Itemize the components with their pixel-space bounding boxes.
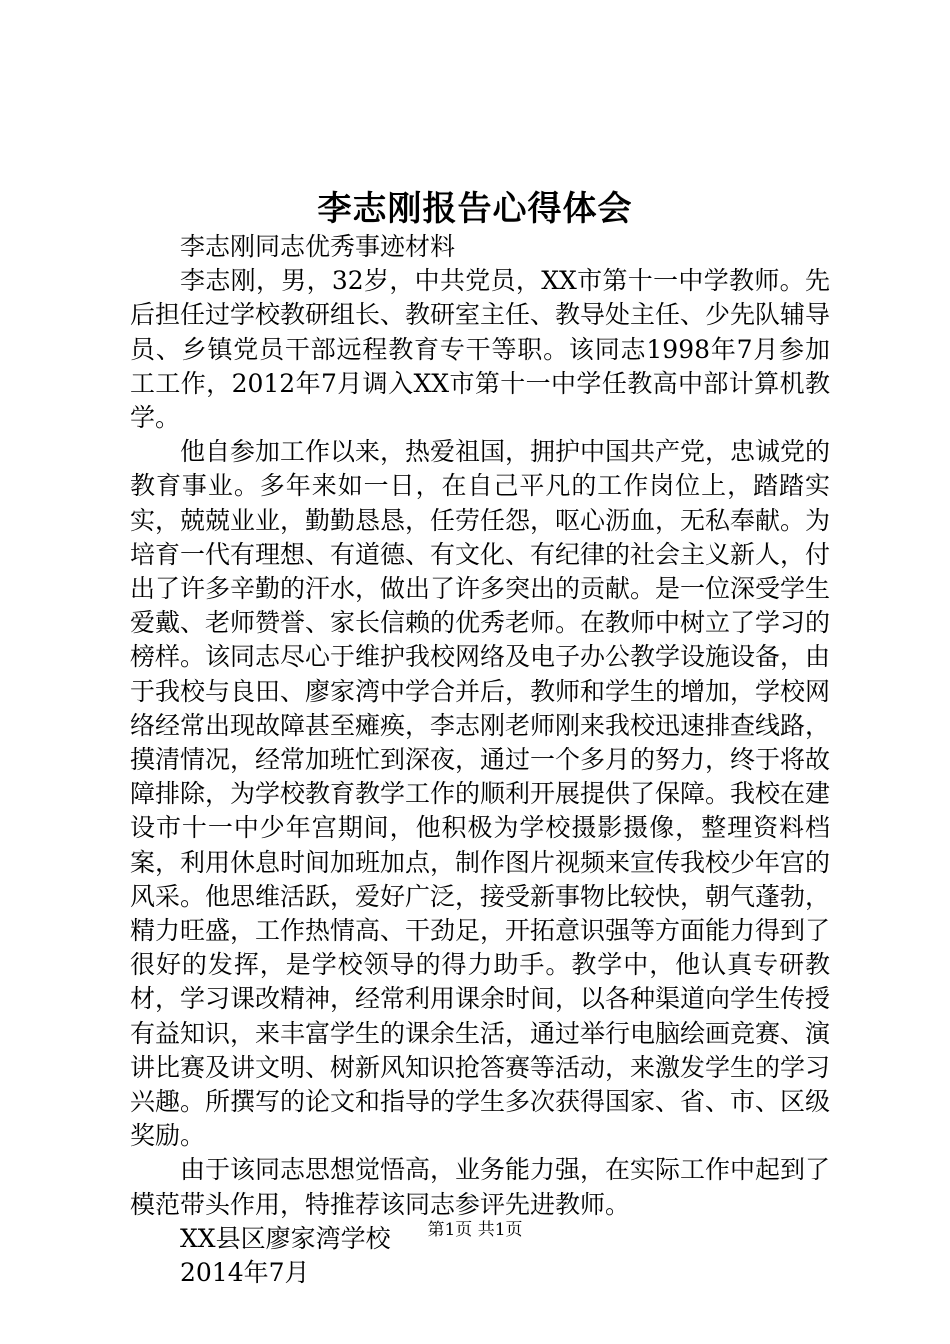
document-subtitle: 李志刚同志优秀事迹材料	[180, 232, 456, 261]
paragraph-achievements: 他自参加工作以来，热爱祖国，拥护中国共产党，忠诚党的教育事业。多年来如一日，在自己平凡的工作岗位上，踏踏实实，兢兢业业，勤勤恳恳，任劳任怨，呕心沥血，无私奉献。为培育一代有理想、有道德、有文化、有纪律的社会主义新人，付出了许多辛勤的汗水，做出了许多突出的贡献。是一位深受学生爱戴、老师赞誉、家长信赖的优秀老师。在教师中树立了学习的榜样。该同志尽心于维护我校网络及电子办公教学设施设备，由于我校与良田、廖家湾中学合并后，教师和学生的增加，学校网络经常出现故障甚至瘫痪，李志刚老师刚来我校迅速排查线路，摸清情况，经常加班忙到深夜，通过一个多月的努力，终于将故障排除，为学校教育教学工作的顺利开展提供了保障。我校在建设市十一中少年宫期间，他积极为学校摄影摄像，整理资料档案，利用休息时间加班加点，制作图片视频来宣传我校少年宫的风采。他思维活跃，爱好广泛，接受新事物比较快，朝气蓬勃，精力旺盛，工作热情高、干劲足，开拓意识强等方面能力得到了很好的发挥，是学校领导的得力助手。教学中，他认真专研教材，学习课改精神，经常利用课余时间，以各种渠道向学生传授有益知识，来丰富学生的课余生活，通过举行电脑绘画竞赛、演讲比赛及讲文明、树新风知识抢答赛等活动，来激发学生的学习兴趣。所撰写的论文和指导的学生多次获得国家、省、市、区级奖励。	[130, 437, 831, 1151]
signature-org: XX县区廖家湾学校	[180, 1223, 391, 1253]
paragraph-recommendation: 由于该同志思想觉悟高，业务能力强，在实际工作中起到了模范带头作用，特推荐该同志参评先进教师。	[130, 1155, 831, 1219]
page-footer: 第1页 共1页	[427, 1220, 523, 1240]
signature-date: 2014年7月	[180, 1258, 310, 1288]
paragraph-intro: 李志刚，男，32岁，中共党员，XX市第十一中学教师。先后担任过学校教研组长、教研室主任、教导处主任、少先队辅导员、乡镇党员干部远程教育专干等职。该同志1998年7月参加工工作，2012年7月调入XX市第十一中学任教高中部计算机教学。	[130, 266, 831, 433]
document-body	[130, 230, 830, 1290]
document-title: 李志刚报告心得体会	[317, 189, 633, 229]
